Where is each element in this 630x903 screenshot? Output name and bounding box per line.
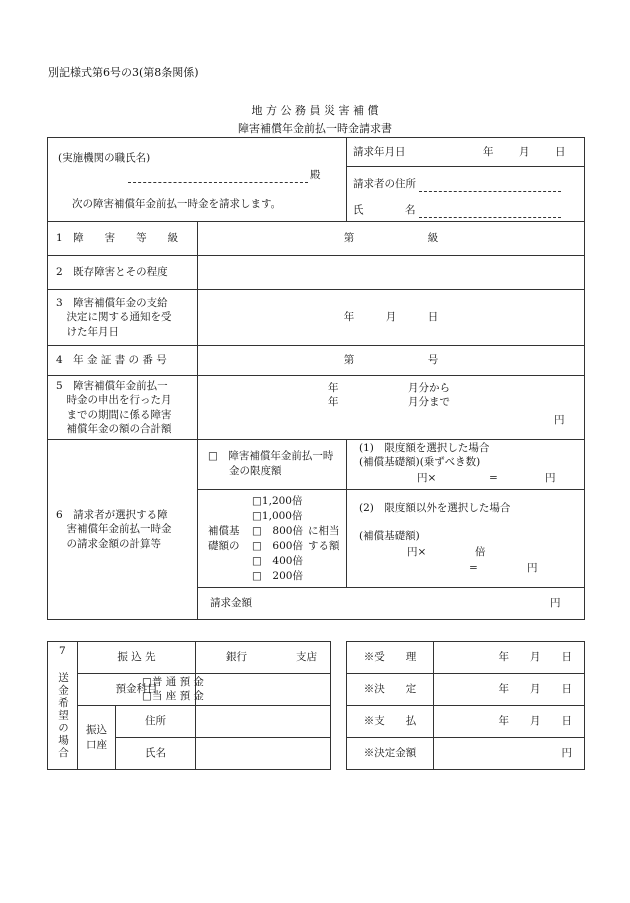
period-to-month: 月分まで xyxy=(408,396,450,408)
form-title-line1: 地 方 公 務 員 災 害 補 償 xyxy=(251,104,379,117)
deposit-ordinary-checkbox[interactable]: □普 通 預 金 xyxy=(142,676,204,688)
bank-word: 銀行 xyxy=(226,651,247,663)
decided-amount-field[interactable]: 円 xyxy=(434,738,585,770)
decided-amount-label: ※決定金額 xyxy=(347,738,434,770)
honorific: 殿 xyxy=(310,169,321,181)
date-day-label: 日 xyxy=(555,146,566,158)
name-label-2: 名 xyxy=(405,204,416,216)
account-address-field[interactable] xyxy=(196,706,331,738)
account-name-label: 氏名 xyxy=(116,738,196,770)
case2-calc-result: 円 xyxy=(527,562,538,574)
received-date-field[interactable]: 年 月 日 xyxy=(434,642,585,674)
period-to-year: 年 xyxy=(328,396,339,408)
disability-grade-field[interactable]: 第 級 xyxy=(198,222,585,256)
period-from-year: 年 xyxy=(328,382,339,394)
request-text: 次の障害補償年金前払一時金を請求します。 xyxy=(72,198,282,210)
deposit-type-label: 預金科目 xyxy=(78,674,196,706)
address-field[interactable] xyxy=(419,191,561,192)
account-address-label: 住所 xyxy=(116,706,196,738)
account-label: 振込 口座 xyxy=(78,706,116,770)
case2-sub: (補償基礎額) xyxy=(359,530,420,542)
addressee-line[interactable] xyxy=(128,182,308,183)
decision-date-label: 3 障害補償年金の支給 決定に関する通知を受 けた年月日 xyxy=(48,290,198,346)
pension-total-field[interactable] xyxy=(198,376,585,440)
disability-grade-label: 1 障 害 等 級 xyxy=(48,222,198,256)
case2-calc-yen: 円× xyxy=(407,546,427,558)
payment-label: ※支 払 xyxy=(347,706,434,738)
decision-label: ※決 定 xyxy=(347,674,434,706)
certificate-number-field[interactable]: 第 号 xyxy=(198,346,585,376)
claim-amount-yen: 円 xyxy=(550,597,561,609)
transfer-dest-label: 振 込 先 xyxy=(78,642,196,674)
date-month-label: 月 xyxy=(519,146,530,158)
multiplier-options xyxy=(252,494,303,584)
case1-sub: (補償基礎額)(乗ずべき数) xyxy=(359,456,481,468)
limit-option[interactable] xyxy=(198,440,347,490)
period-from-month: 月分から xyxy=(408,382,450,394)
limit-option-label: □ 障害補償年金前払一時 金の限度額 xyxy=(208,450,334,478)
claim-amount-label: 請求金額 xyxy=(210,597,252,609)
multiplier-option[interactable]: □ 600倍 xyxy=(252,540,303,552)
case2-calc-times: 倍 xyxy=(475,546,486,558)
case2-title: (2) 限度額以外を選択した場合 xyxy=(359,502,511,514)
account-name-field[interactable] xyxy=(196,738,331,770)
name-field[interactable] xyxy=(419,217,561,218)
pension-total-yen: 円 xyxy=(554,414,565,426)
deposit-current-checkbox[interactable]: □当 座 預 金 xyxy=(142,690,204,702)
decision-date-field[interactable]: 年 月 日 xyxy=(434,674,585,706)
equivalent-label: に相当 する額 xyxy=(308,525,340,553)
pension-total-label: 5 障害補償年金前払一 時金の申出を行った月 までの期間に係る障害 補償年金の額の合計額 xyxy=(48,376,198,440)
existing-disability-field[interactable] xyxy=(198,256,585,290)
case2-cell xyxy=(347,490,585,588)
office-use-table xyxy=(346,641,585,770)
base-amount-label: 補償基 礎額の xyxy=(208,525,240,553)
main-form-table xyxy=(47,137,585,620)
addressee-cell xyxy=(48,138,347,222)
bank-section-number: 7 xyxy=(59,645,66,657)
branch-word: 支店 xyxy=(296,651,317,663)
received-label: ※受 理 xyxy=(347,642,434,674)
form-reference: 別記様式第6号の3(第8条関係) xyxy=(48,66,199,79)
date-year-label: 年 xyxy=(483,146,494,158)
multiplier-option[interactable]: □1,000倍 xyxy=(252,510,303,522)
case2-calc-eq: = xyxy=(469,562,478,574)
case1-title: (1) 限度額を選択した場合 xyxy=(359,442,490,454)
case1-calc-eq: = xyxy=(489,472,498,484)
applicant-cell xyxy=(347,138,585,222)
decision-date-field[interactable]: 年 月 日 xyxy=(198,290,585,346)
multiplier-option[interactable]: □ 400倍 xyxy=(252,555,303,567)
existing-disability-label: 2 既存障害とその程度 xyxy=(48,256,198,290)
date-label: 請求年月日 xyxy=(353,146,406,158)
form-title-line2: 障害補償年金前払一時金請求書 xyxy=(238,122,392,135)
multiplier-option[interactable]: □ 200倍 xyxy=(252,570,303,582)
bank-section-label: 送金希望の場合 xyxy=(57,672,69,760)
certificate-number-label: 4 年 金 証 書 の 番 号 xyxy=(48,346,198,376)
multiplier-option[interactable]: □ 800倍 xyxy=(252,525,303,537)
calculation-label: 6 請求者が選択する障 害補償年金前払一時金 の請求金額の計算等 xyxy=(48,440,198,620)
transfer-dest-field[interactable] xyxy=(196,642,331,674)
payment-date-field[interactable]: 年 月 日 xyxy=(434,706,585,738)
case1-calc-result: 円 xyxy=(545,472,556,484)
bank-section-side xyxy=(48,642,78,770)
deposit-type-field xyxy=(142,674,331,706)
claim-amount-field[interactable] xyxy=(198,588,585,620)
name-label-1: 氏 xyxy=(353,204,364,216)
multiplier-cell xyxy=(198,490,347,588)
org-label: (実施機関の職氏名) xyxy=(58,152,151,164)
bank-transfer-table xyxy=(47,641,331,770)
address-label: 請求者の住所 xyxy=(353,178,417,190)
case1-calc-yen: 円× xyxy=(417,472,437,484)
multiplier-option[interactable]: □1,200倍 xyxy=(252,495,303,507)
case1-cell xyxy=(347,440,585,490)
